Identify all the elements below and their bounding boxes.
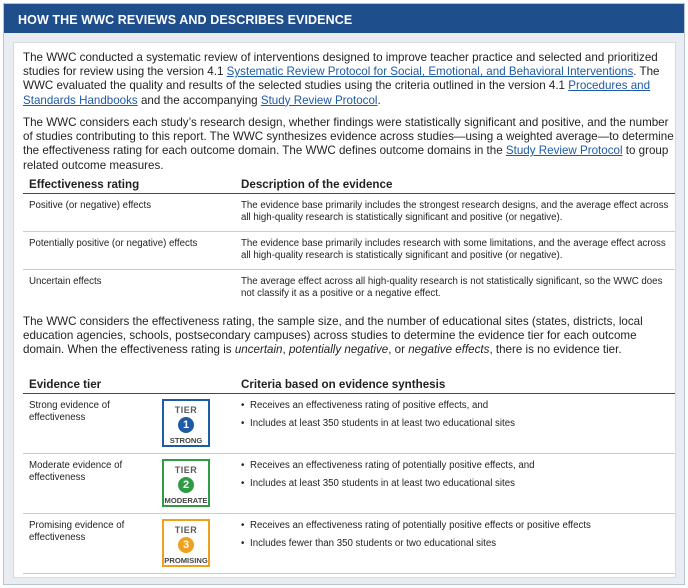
badge-tier-label: TIER — [174, 404, 198, 415]
evidence-panel — [3, 3, 685, 585]
rating-cell: Positive (or negative) effects — [23, 193, 235, 231]
badge-strength-label: PROMISING — [164, 556, 208, 565]
procedures-handbooks-link[interactable]: Procedures and Standards Handbooks — [23, 79, 651, 107]
criteria-item: • Receives an effectiveness rating of potentially positive effects, and — [241, 460, 669, 473]
effectiveness-table — [23, 173, 675, 307]
description-header: Description of the evidence — [235, 173, 675, 193]
criteria-item: • Includes at least 350 students in at least two educational sites — [241, 418, 669, 431]
systematic-review-protocol-link[interactable]: Systematic Review Protocol for Social, Emotional, and Behavioral Interventions — [226, 65, 634, 79]
tier-badge-cell — [156, 513, 235, 573]
intro-paragraph — [23, 51, 675, 108]
table-row — [23, 453, 675, 513]
badge-strength-label: MODERATE — [164, 496, 208, 505]
tier-em-uncertain: uncertain — [234, 343, 283, 357]
tier-text-1: The WWC considers the effectiveness rating, the sample size, and the number of educational sites (states, districts, local education agencies, schools, postsecondary campuses) across studies to determine the evidence tier for each outcome domain. When the effectiveness rating is — [23, 315, 643, 357]
badge-tier-label: TIER — [174, 464, 198, 475]
table-row — [23, 193, 675, 231]
tier-number-icon: 3 — [178, 537, 194, 553]
description-cell: The evidence base primarily includes research with some limitations, and the average effect across all high-quality research is statistically significant and positive (or negative). — [235, 231, 675, 269]
badge-strength-label: STRONG — [169, 436, 203, 445]
tier-em-potentially-negative: potentially negative — [288, 343, 389, 357]
tier-number-icon: 1 — [178, 417, 194, 433]
synthesis-text-1: The WWC considers each study’s research design, whether findings were statistically significant and positive, and the number of studies contributing to this report. The WWC synthesizes evidence across studies—using a weighted average—to determine the effectiveness rating for each outcome domain. The WWC defines outcome domains in the — [23, 116, 674, 158]
tier-em-negative: negative effects — [408, 343, 490, 357]
criteria-header: Criteria based on evidence synthesis — [235, 373, 675, 393]
tier-number-icon: 2 — [178, 477, 194, 493]
panel-body — [13, 42, 676, 578]
badge-tier-label: TIER — [174, 524, 198, 535]
intro-text-2: . The WWC evaluated the quality and results of the selected studies using the criteria outlined in the version 4.1 — [23, 65, 660, 93]
evidence-tier-header: Evidence tier — [23, 373, 156, 393]
tier-text-3: , or — [388, 343, 409, 357]
tier-badge-cell — [156, 393, 235, 453]
criteria-item: • Receives an effectiveness rating of potentially positive effects or positive effects — [241, 520, 669, 533]
tier-2-badge — [162, 459, 210, 507]
study-review-protocol-link-2[interactable]: Study Review Protocol — [505, 144, 623, 158]
study-review-protocol-link[interactable]: Study Review Protocol — [260, 93, 378, 107]
intro-text-3: and the accompanying — [137, 93, 261, 107]
criteria-cell — [235, 453, 675, 513]
criteria-cell — [235, 513, 675, 573]
tier-badge-cell — [156, 453, 235, 513]
table-row — [23, 231, 675, 269]
effectiveness-rating-header: Effectiveness rating — [23, 173, 235, 193]
tier-3-badge — [162, 519, 210, 567]
tier-name-cell: Promising evidence of effectiveness — [23, 513, 156, 573]
description-cell: The average effect across all high-quality research is not statistically significant, so the WWC does not classify it as a positive or a negative effect. — [241, 275, 663, 299]
intro-text-4: . — [377, 93, 381, 107]
tier-text-2: , — [282, 343, 289, 357]
tier-1-badge — [162, 399, 210, 447]
tier-paragraph — [23, 315, 675, 358]
table-row — [23, 513, 675, 573]
tier-name-cell: Moderate evidence of effectiveness — [23, 453, 156, 513]
tier-text-4: , there is no evidence tier. — [489, 343, 622, 357]
criteria-cell — [235, 393, 675, 453]
rating-cell: Uncertain effects — [29, 275, 102, 287]
synthesis-text-2: to group related outcome measures. — [23, 144, 669, 172]
intro-text-1: The WWC conducted a systematic review of interventions designed to improve teacher practice and selected and prioritized studies for review using the version 4.1 — [23, 51, 658, 79]
evidence-tier-table — [23, 373, 675, 574]
criteria-item: • Includes at least 350 students in at least two educational sites — [241, 478, 669, 491]
panel-header: HOW THE WWC REVIEWS AND DESCRIBES EVIDENCE — [4, 4, 684, 33]
criteria-item: • Receives an effectiveness rating of positive effects, and — [241, 400, 669, 413]
description-cell: The evidence base primarily includes the strongest research designs, and the average effect across all high-quality research is statistically significant and positive (or negative). — [235, 193, 675, 231]
badge-header — [156, 373, 235, 393]
tier-name-cell: Strong evidence of effectiveness — [23, 393, 156, 453]
table-row — [23, 393, 675, 453]
criteria-item: • Includes fewer than 350 students or two educational sites — [241, 538, 669, 551]
rating-cell: Potentially positive (or negative) effects — [23, 231, 235, 269]
table-row — [23, 269, 675, 307]
synthesis-paragraph — [23, 116, 675, 173]
